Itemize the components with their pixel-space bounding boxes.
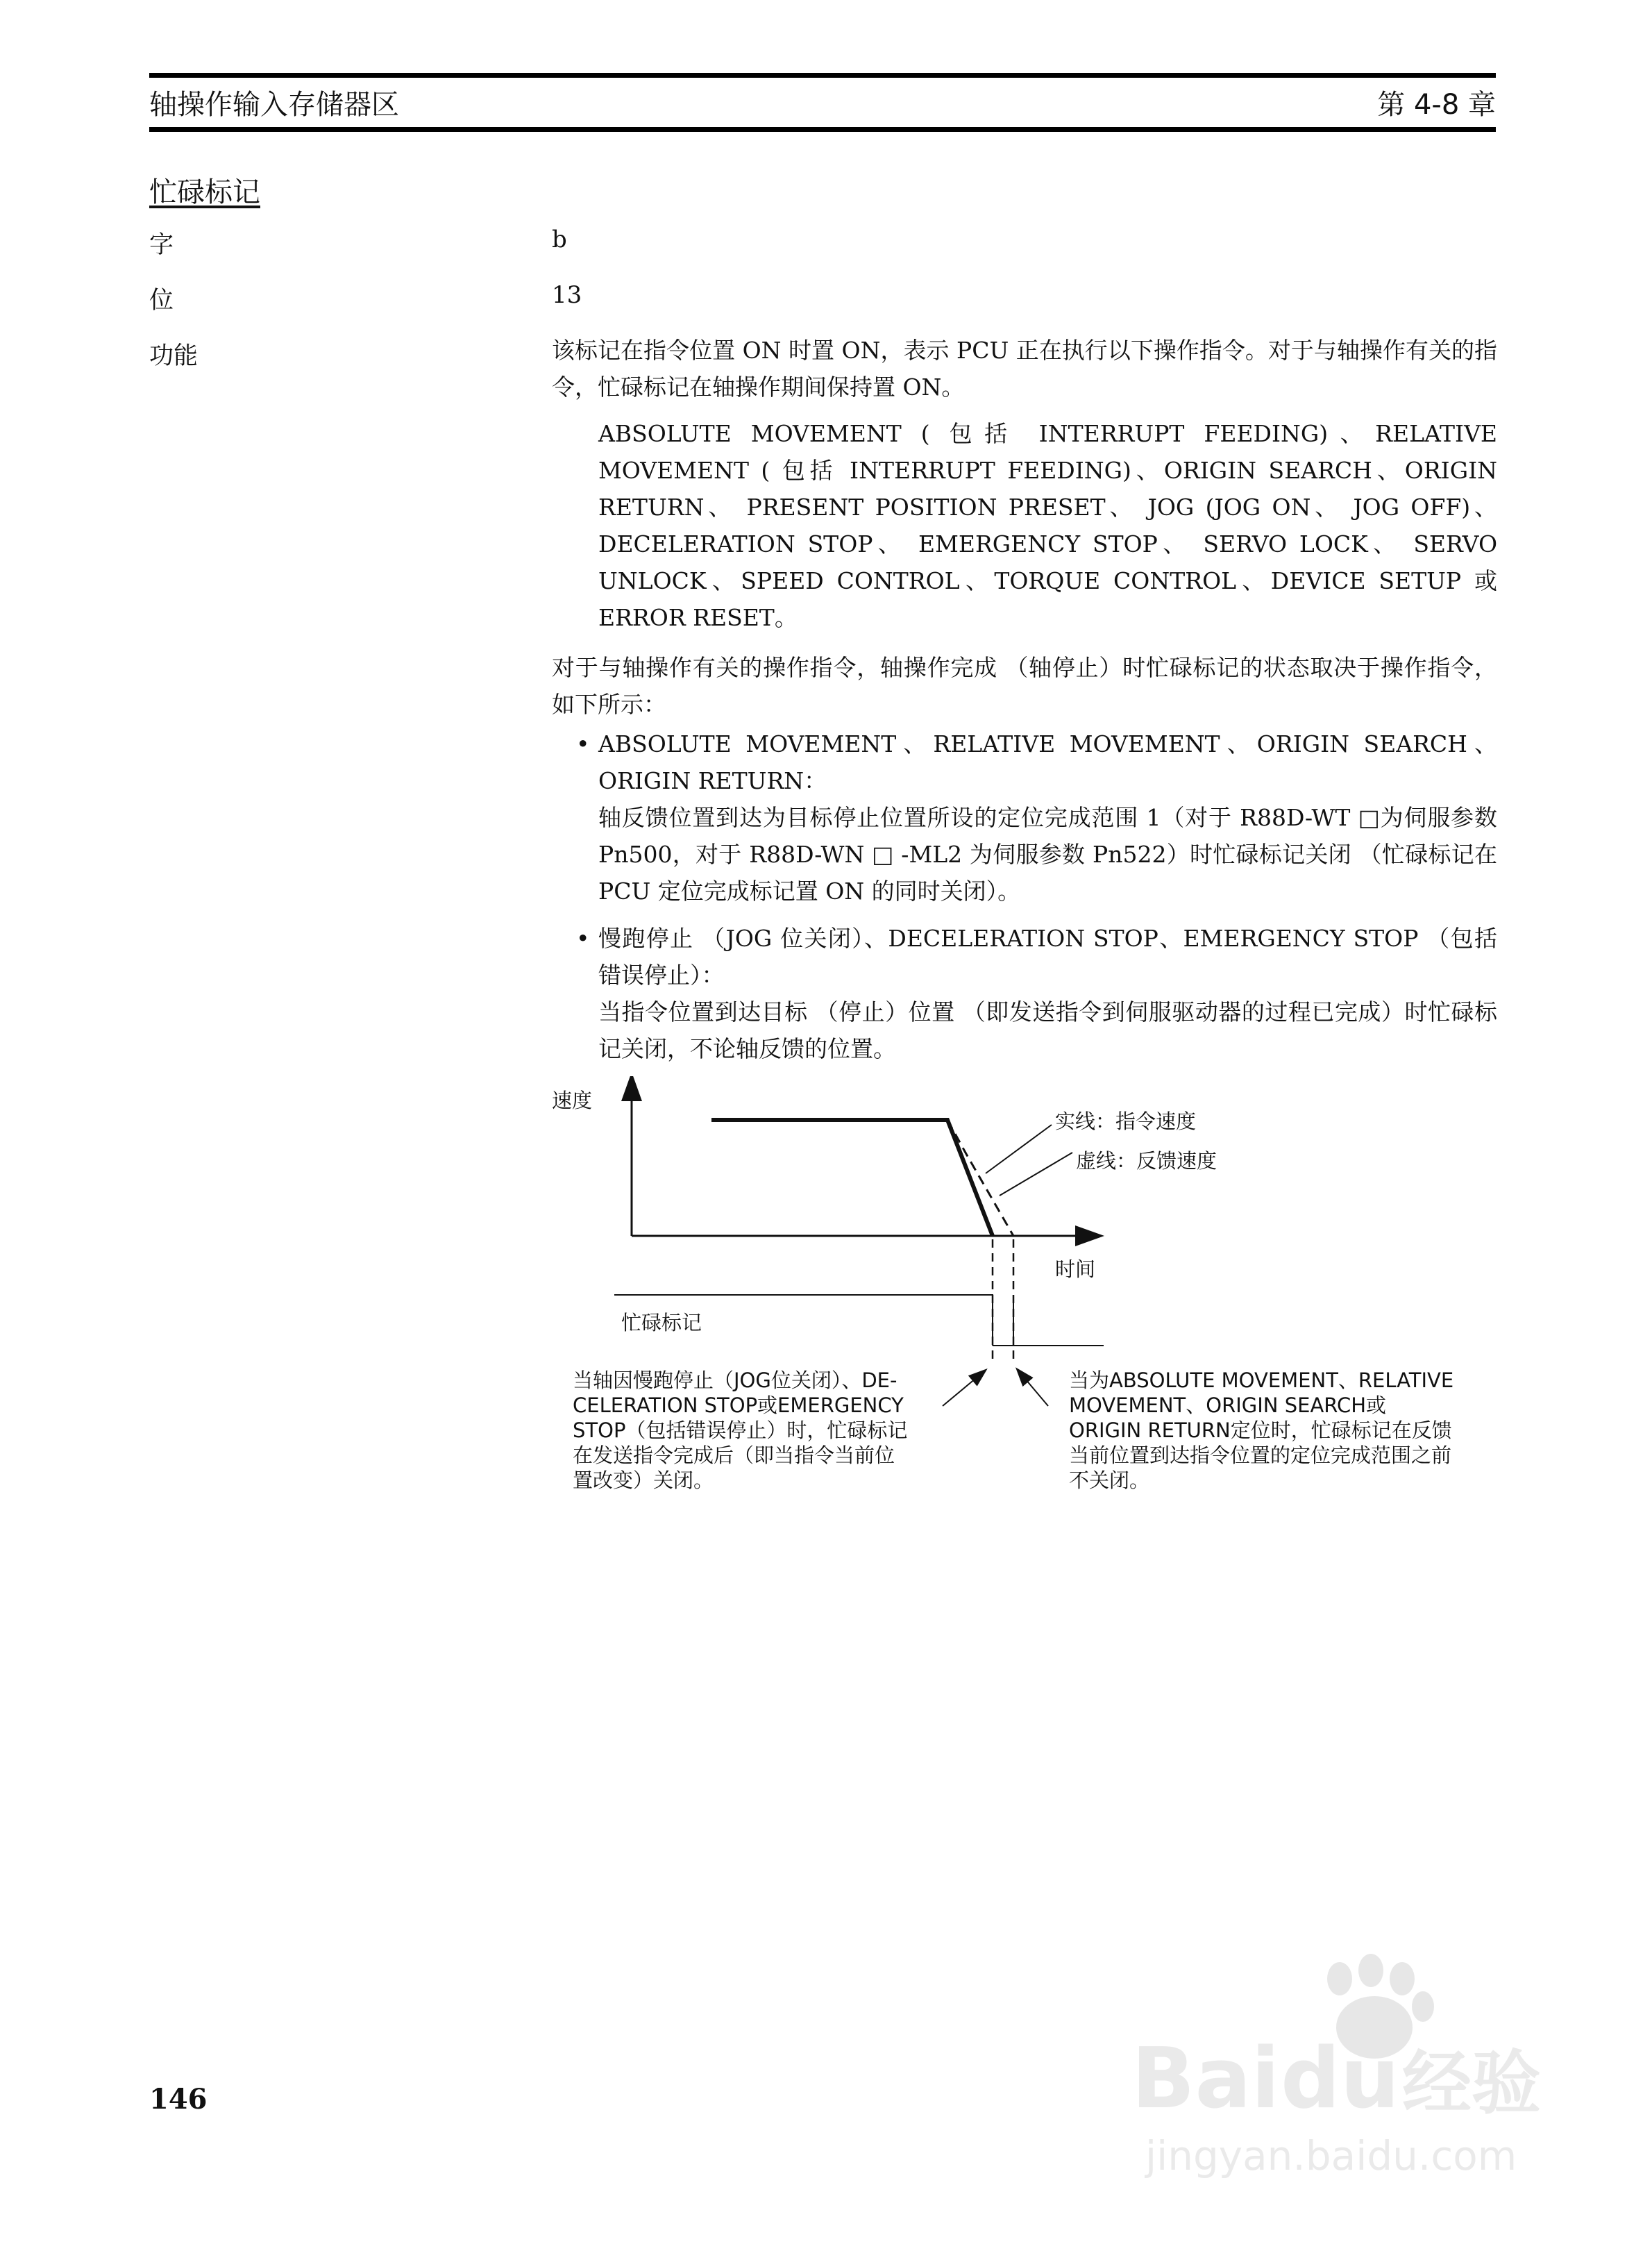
field-label-function: 功能 xyxy=(149,342,199,370)
watermark-brand-du: du xyxy=(1281,2031,1400,2127)
busy-flag-label: 忙碌标记 xyxy=(621,1311,702,1334)
field-label-word: 字 xyxy=(149,231,174,259)
note-right-arrow xyxy=(1022,1375,1048,1406)
field-value-bit: 13 xyxy=(552,281,582,309)
feedback-speed-line xyxy=(947,1120,1013,1236)
watermark-brand-cn: 经验 xyxy=(1402,2043,1541,2124)
note-left-arrow xyxy=(943,1375,980,1406)
function-paragraph-1: 该标记在指令位置 ON 时置 ON，表示 PCU 正在执行以下操作指令。对于与轴操作有关的指令，忙碌标记在轴操作期间保持置 ON。 xyxy=(552,337,1497,401)
bullet-dot-2: • xyxy=(576,925,590,952)
bullet-1-body: 轴反馈位置到达为目标停止位置所设的定位完成范围 1（对于 R88D-WT □为伺服参数 Pn500，对于 R88D-WN □ -ML2 为伺服参数 Pn522）时忙碌标记关闭 （忙碌标记在 PCU 定位完成标记置 ON 的同时关闭）。 xyxy=(598,804,1497,905)
command-speed-line xyxy=(711,1120,993,1236)
function-paragraph-2: 对于与轴操作有关的操作指令，轴操作完成 （轴停止）时忙碌标记的状态取决于操作指令，如下所示： xyxy=(552,654,1497,718)
section-title: 忙碌标记 xyxy=(149,176,260,208)
legend-dashed-leader xyxy=(1000,1153,1072,1196)
header-rule-bottom xyxy=(149,127,1496,132)
timing-diagram xyxy=(541,1076,1527,1507)
bullet-dot-1: • xyxy=(576,730,590,757)
command-list: ABSOLUTE MOVEMENT ( 包括 INTERRUPT FEEDING)、RELATIVE MOVEMENT ( 包括 INTERRUPT FEEDING)、ORIGIN SEARCH、ORIGIN RETURN、 PRESENT POSITION PRESET、 JOG (JOG ON、 JOG OFF)、 DECELERATION STOP、 EMERGENCY STOP、 SERVO LOCK、 SERVO UNLOCK、SPEED CONTROL、TORQUE CONTROL、DEVICE SETUP 或 ERROR RESET。 xyxy=(598,420,1497,631)
field-label-bit: 位 xyxy=(149,287,174,315)
header-chapter: 第 4-8 章 xyxy=(1377,89,1496,121)
header-rule-top xyxy=(149,73,1496,78)
watermark-brand-text: Bai xyxy=(1131,2031,1280,2127)
bullet-2-body: 当指令位置到达目标 （停止）位置 （即发送指令到伺服驱动器的过程已完成）时忙碌标记关闭，不论轴反馈的位置。 xyxy=(598,998,1497,1062)
field-value-word: b xyxy=(552,226,567,253)
bullet-1-head: ABSOLUTE MOVEMENT、RELATIVE MOVEMENT、ORIGIN SEARCH、ORIGIN RETURN： xyxy=(598,730,1497,794)
y-axis-label: 速度 xyxy=(552,1089,593,1112)
note-right: 当为ABSOLUTE MOVEMENT、RELATIVE MOVEMENT、ORIGIN SEARCH或 ORIGIN RETURN定位时，忙碌标记在反馈 当前位置到达指令位置的定位完成范围之前 不关闭。 xyxy=(1069,1368,1454,1492)
x-axis-label: 时间 xyxy=(1055,1257,1096,1281)
legend-dashed: 虚线：反馈速度 xyxy=(1076,1149,1217,1173)
watermark-url: jingyan.baidu.com xyxy=(1145,2132,1517,2179)
page-number: 146 xyxy=(149,2083,208,2116)
baidu-watermark-logo xyxy=(1131,1951,1562,2201)
legend-solid-leader xyxy=(986,1125,1052,1173)
note-left: 当轴因慢跑停止（JOG位关闭）、DE- CELERATION STOP或EMERGENCY STOP（包括错误停止）时，忙碌标记 在发送指令完成后（即当指令当前位 置改变）关闭。 xyxy=(573,1368,908,1492)
legend-solid: 实线：指令速度 xyxy=(1055,1110,1197,1133)
header-section-title: 轴操作输入存储器区 xyxy=(149,89,399,121)
bullet-2-head: 慢跑停止 （JOG 位关闭）、DECELERATION STOP、EMERGENCY STOP （包括错误停止）： xyxy=(598,925,1497,989)
